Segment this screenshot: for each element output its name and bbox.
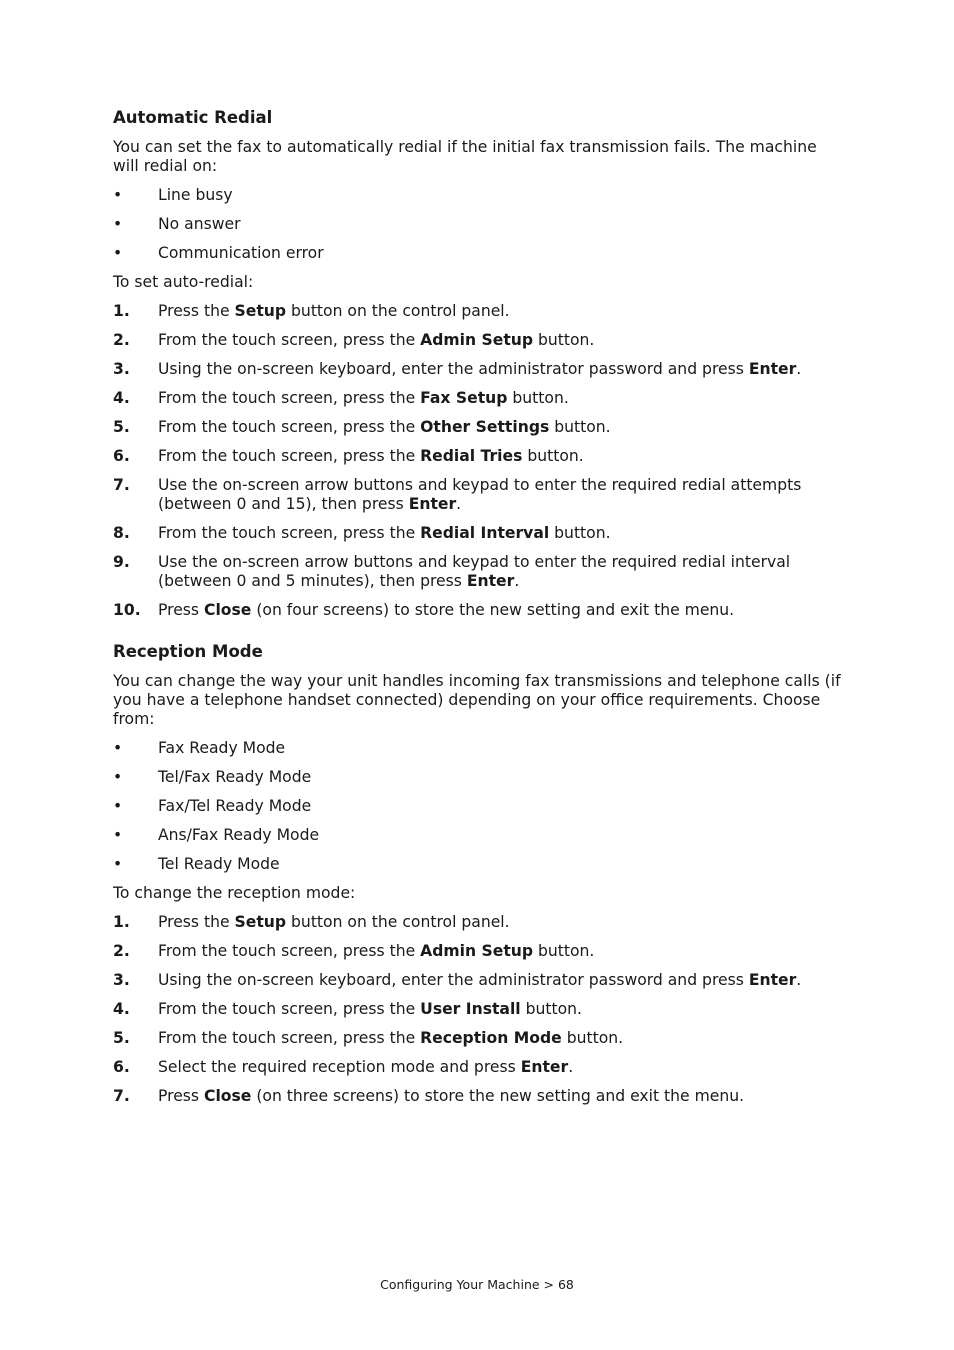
section-intro: You can set the fax to automatically redial if the initial fax transmission fails. The machine will redial on: — [113, 138, 817, 175]
step-text: From the touch screen, press the Redial Tries button. — [158, 447, 584, 465]
step-number: 7. — [113, 1087, 130, 1105]
bullet-text: Fax Ready Mode — [158, 739, 286, 757]
step-number: 8. — [113, 524, 130, 542]
steps-lead: To set auto-redial: — [113, 273, 254, 291]
step-text: From the touch screen, press the User Install button. — [158, 1000, 583, 1018]
step-item — [113, 360, 843, 379]
step-item — [113, 1000, 843, 1019]
bullet-item — [113, 797, 843, 816]
step-number: 1. — [113, 913, 130, 931]
bullet-icon: • — [113, 186, 123, 204]
step-number: 4. — [113, 1000, 130, 1018]
step-number: 6. — [113, 447, 130, 465]
step-number: 9. — [113, 553, 130, 571]
bullet-text: Line busy — [158, 186, 233, 204]
step-item — [113, 331, 843, 350]
step-number: 2. — [113, 942, 130, 960]
bullet-item — [113, 186, 843, 205]
section-intro: You can change the way your unit handles incoming fax transmissions and telephone calls (if you have a telephone handset connected) depending on your office requirements. Choose from: — [113, 672, 841, 728]
bullet-icon: • — [113, 797, 123, 815]
step-item — [113, 389, 843, 408]
step-item — [113, 1087, 843, 1106]
step-text: Press Close (on three screens) to store the new setting and exit the menu. — [158, 1087, 745, 1105]
bullet-text: Ans/Fax Ready Mode — [158, 826, 320, 844]
bullet-item — [113, 826, 843, 845]
bullet-icon: • — [113, 826, 123, 844]
step-item — [113, 971, 843, 990]
section-heading: Reception Mode — [113, 642, 263, 661]
step-text: Using the on-screen keyboard, enter the administrator password and press Enter. — [158, 971, 802, 989]
bullet-item — [113, 855, 843, 874]
step-item — [113, 1058, 843, 1077]
bullet-text: No answer — [158, 215, 241, 233]
step-text: From the touch screen, press the Other Settings button. — [158, 418, 611, 436]
bullet-icon: • — [113, 244, 123, 262]
bullet-text: Tel Ready Mode — [158, 855, 280, 873]
bullet-item — [113, 768, 843, 787]
section-automatic-redial — [113, 108, 843, 620]
bullet-item — [113, 739, 843, 758]
step-text: Use the on-screen arrow buttons and keypad to enter the required redial attempts (between 0 and 15), then press Enter. — [158, 476, 802, 513]
step-number: 4. — [113, 389, 130, 407]
step-text: From the touch screen, press the Fax Setup button. — [158, 389, 569, 407]
step-text: From the touch screen, press the Reception Mode button. — [158, 1029, 624, 1047]
step-item — [113, 524, 843, 543]
bullet-icon: • — [113, 855, 123, 873]
step-text: Press Close (on four screens) to store the new setting and exit the menu. — [158, 601, 735, 619]
step-text: Use the on-screen arrow buttons and keypad to enter the required redial interval (between 0 and 5 minutes), then press Enter. — [158, 553, 791, 590]
steps-list — [113, 913, 843, 1106]
bullet-item — [113, 215, 843, 234]
step-item — [113, 553, 843, 591]
step-number: 2. — [113, 331, 130, 349]
bullet-text: Fax/Tel Ready Mode — [158, 797, 312, 815]
step-number: 6. — [113, 1058, 130, 1076]
step-text: Press the Setup button on the control panel. — [158, 913, 510, 931]
steps-lead: To change the reception mode: — [113, 884, 356, 902]
step-number: 3. — [113, 360, 130, 378]
section-heading: Automatic Redial — [113, 108, 273, 127]
bullet-list — [113, 186, 843, 263]
step-number: 7. — [113, 476, 130, 494]
step-text: From the touch screen, press the Admin Setup button. — [158, 942, 595, 960]
step-text: From the touch screen, press the Redial Interval button. — [158, 524, 611, 542]
bullet-icon: • — [113, 768, 123, 786]
step-text: Press the Setup button on the control panel. — [158, 302, 510, 320]
bullet-item — [113, 244, 843, 263]
bullet-text: Communication error — [158, 244, 324, 262]
step-text: Select the required reception mode and press Enter. — [158, 1058, 574, 1076]
step-text: Using the on-screen keyboard, enter the administrator password and press Enter. — [158, 360, 802, 378]
step-item — [113, 913, 843, 932]
step-item — [113, 447, 843, 466]
bullet-text: Tel/Fax Ready Mode — [158, 768, 312, 786]
bullet-icon: • — [113, 215, 123, 233]
bullet-list — [113, 739, 843, 874]
step-item — [113, 942, 843, 961]
step-item — [113, 601, 843, 620]
step-number: 10. — [113, 601, 141, 619]
step-item — [113, 418, 843, 437]
page-footer: Configuring Your Machine > 68 — [380, 1277, 574, 1292]
step-item — [113, 1029, 843, 1048]
step-item — [113, 476, 843, 514]
section-reception-mode — [113, 642, 843, 1106]
step-number: 1. — [113, 302, 130, 320]
step-text: From the touch screen, press the Admin Setup button. — [158, 331, 595, 349]
step-number: 3. — [113, 971, 130, 989]
steps-list — [113, 302, 843, 620]
step-item — [113, 302, 843, 321]
step-number: 5. — [113, 1029, 130, 1047]
bullet-icon: • — [113, 739, 123, 757]
page-content — [113, 108, 843, 1116]
step-number: 5. — [113, 418, 130, 436]
